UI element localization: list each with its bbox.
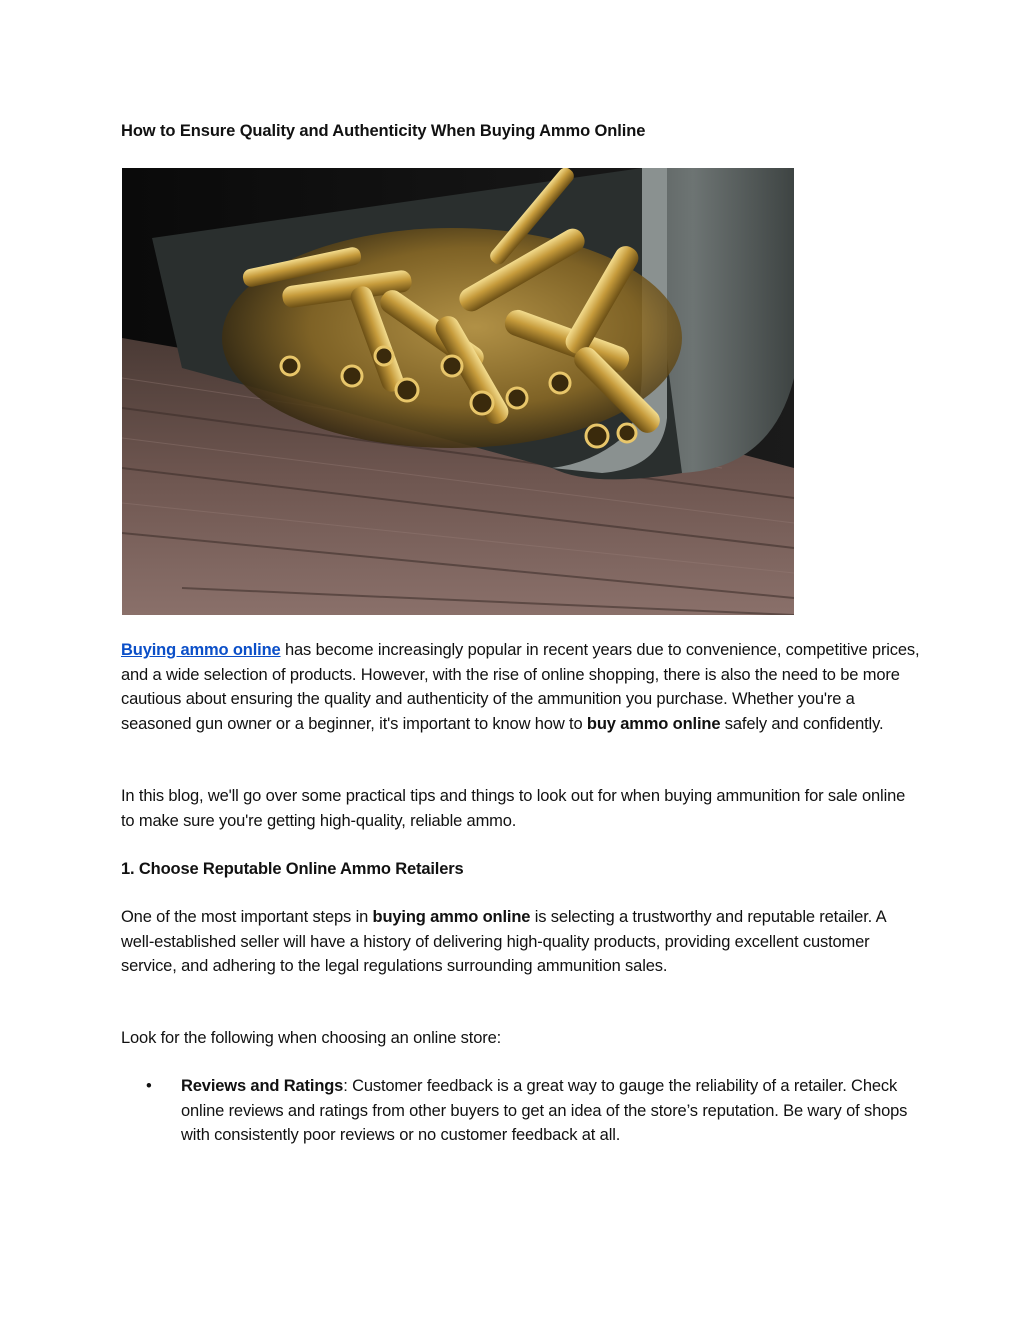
bullet-text: : Customer feedback is a great way to gauge the reliability of a retailer. Check online reviews and ratings from other buyers to get an idea of the store’s reputation. Be wary of shops with consistently poor reviews or no customer feedback at all.	[181, 1077, 908, 1144]
intro-paragraph	[121, 638, 921, 736]
retailer-bold: buying ammo online	[372, 908, 531, 926]
bullet-list	[121, 1074, 911, 1148]
look-for-paragraph	[121, 1026, 921, 1051]
blog-overview-text: In this blog, we'll go over some practical tips and things to look out for when buying ammunition for sale online to make sure you're getting high-quality, reliable ammo.	[121, 787, 906, 830]
retailer-paragraph	[121, 905, 921, 979]
list-item	[121, 1074, 911, 1148]
blog-overview-paragraph	[121, 784, 921, 833]
intro-bold: buy ammo online	[586, 714, 721, 733]
section-heading-1: 1. Choose Reputable Online Ammo Retailers	[121, 860, 464, 878]
look-for-text: Look for the following when choosing an online store:	[121, 1029, 502, 1047]
document-title: How to Ensure Quality and Authenticity When Buying Ammo Online	[121, 122, 646, 140]
retailer-text-a: One of the most important steps in	[121, 908, 373, 926]
bullet-marker: •	[146, 1077, 152, 1095]
intro-text-b: safely and confidently.	[720, 714, 884, 733]
ammo-photo	[122, 168, 794, 615]
retailer-text-b: is selecting a trustworthy and reputable retailer. A well-established seller will have a history of delivering high-quality products, providing excellent customer service, and adhering to the legal regulations surrounding ammunition sales.	[121, 908, 886, 975]
buying-ammo-online-link[interactable]: Buying ammo online	[121, 641, 281, 659]
bullet-bold: Reviews and Ratings	[181, 1077, 344, 1095]
intro-text-a: has become increasingly popular in recent years due to convenience, competitive prices, and a wide selection of products. However, with the rise of online shopping, there is also the need to be more cautious about ensuring the quality and authenticity of the ammunition you purchase. Whether you're a seasoned gun owner or a beginner, it's important to know how to	[121, 641, 920, 733]
